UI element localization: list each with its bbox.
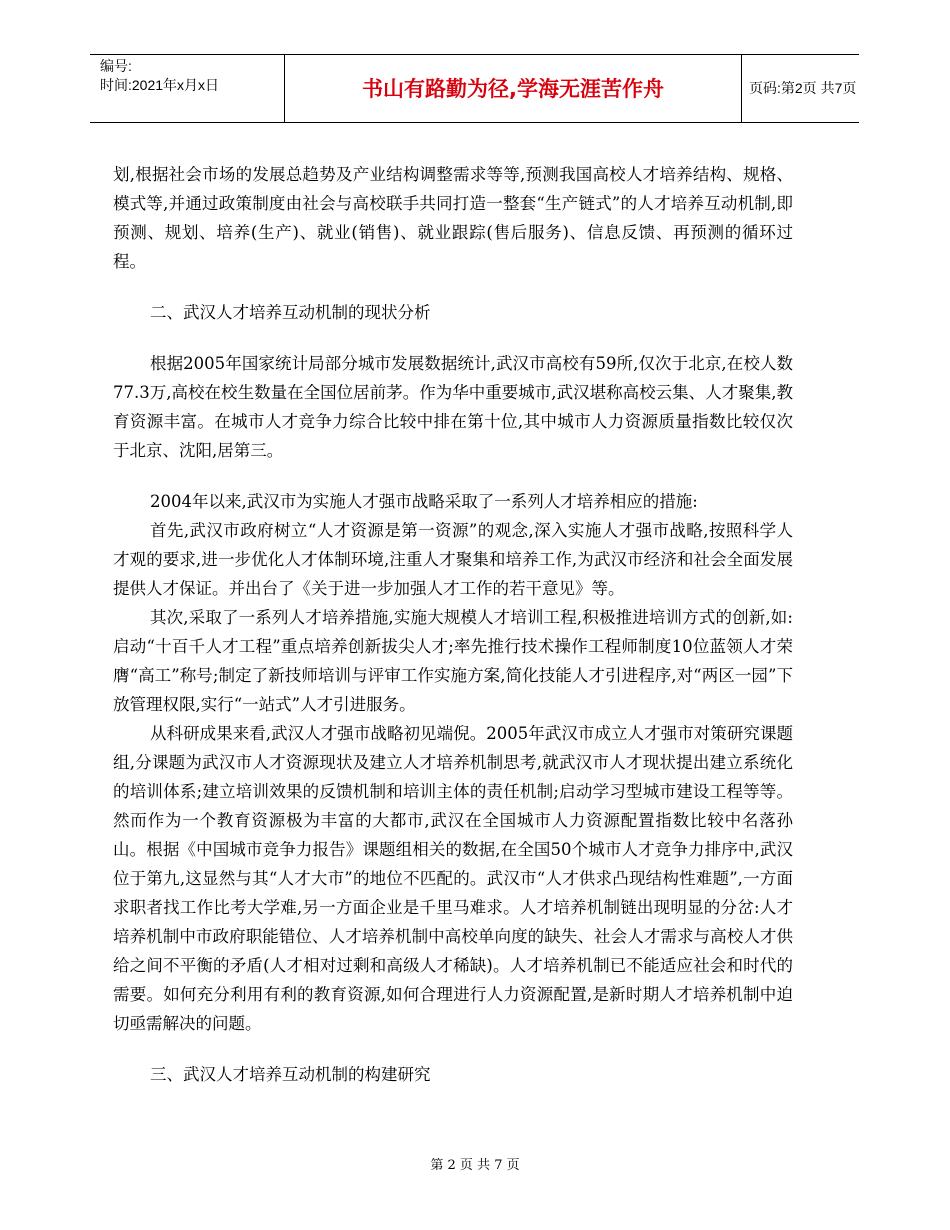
paragraph-first-measure: 首先,武汉市政府树立“人才资源是第一资源”的观念,深入实施人才强市战略,按照科学人才观的要求,进一步优化人才体制环境,注重人才聚集和培养工作,为武汉市经济和社会全面发展提供人才保证。并出台了《关于进一步加强人才工作的若干意见》等。 (113, 521, 793, 598)
paragraph-continuation: 划,根据社会市场的发展总趋势及产业结构调整需求等等,预测我国高校人才培养结构、规格、模式等,并通过政策制度由社会与高校联手共同打造一整套“生产链式”的人才培养互动机制,即预测、规划、培养(生产)、就业(销售)、就业跟踪(售后服务)、信息反馈、再预测的循环过程。 (113, 165, 793, 271)
section-heading-2: 二、武汉人才培养互动机制的现状分析 (150, 303, 431, 322)
paragraph-statistics: 根据2005年国家统计局部分城市发展数据统计,武汉市高校有59所,仅次于北京,在校人数77.3万,高校在校生数量在全国位居前茅。作为华中重要城市,武汉堪称高校云集、人才聚集,教育资源丰富。在城市人才竞争力综合比较中排在第十位,其中城市人力资源质量指数比较仅次于北京、沈阳,居第三。 (113, 354, 793, 460)
section-heading-3: 三、武汉人才培养互动机制的构建研究 (150, 1065, 431, 1084)
header-motto: 书山有路勤为径,学海无涯苦作舟 (362, 77, 664, 101)
paragraph-measures-intro: 2004年以来,武汉市为实施人才强市战略采取了一系列人才培养相应的措施: (150, 492, 698, 511)
page-footer-number: 第 2 页 共 7 页 (430, 1158, 520, 1173)
document-time-label: 时间:2021年x月x日 (100, 77, 220, 93)
paragraph-research-results: 从科研成果来看,武汉人才强市战略初见端倪。2005年武汉市成立人才强市对策研究课题组,分课题为武汉市人才资源现状及建立人才培养机制思考,就武汉市人才现状提出建立系统化的培训体系;建立培训效果的反馈机制和培训主体的责任机制;启动学习型城市建设工程等等。然而作为一个教育资源极为丰富的大都市,武汉在全国城市人力资源配置指数比较中名落孙山。根据《中国城市竞争力报告》课题组相关的数据,在全国50个城市人才竞争力排序中,武汉位于第九,这显然与其“人才大市”的地位不匹配的。武汉市“人才供求凸现结构性难题”,一方面求职者找工作比考大学难,另一方面企业是千里马难求。人才培养机制链出现明显的分岔:人才培养机制中市政府职能错位、人才培养机制中高校单向度的缺失、社会人才需求与高校人才供给之间不平衡的矛盾(人才相对过剩和高级人才稀缺)。人才培养机制已不能适应社会和时代的需要。如何充分利用有利的教育资源,如何合理进行人力资源配置,是新时期人才培养机制中迫切亟需解决的问题。 (113, 724, 793, 1033)
document-body (113, 160, 793, 1089)
header-page-info: 页码:第2页 共7页 (749, 80, 857, 96)
header-meta-cell (90, 55, 284, 122)
page-header (90, 54, 859, 123)
header-motto-cell (284, 55, 742, 122)
header-page-cell (741, 55, 859, 122)
paragraph-second-measure: 其次,采取了一系列人才培养措施,实施大规模人才培训工程,积极推进培训方式的创新,如:启动“十百千人才工程”重点培养创新拔尖人才;率先推行技术操作工程师制度10位蓝领人才荣膺“高工”称号;制定了新技师培训与评审工作实施方案,简化技能人才引进程序,对“两区一园”下放管理权限,实行“一站式”人才引进服务。 (113, 608, 793, 714)
document-number-label: 编号: (100, 58, 132, 74)
